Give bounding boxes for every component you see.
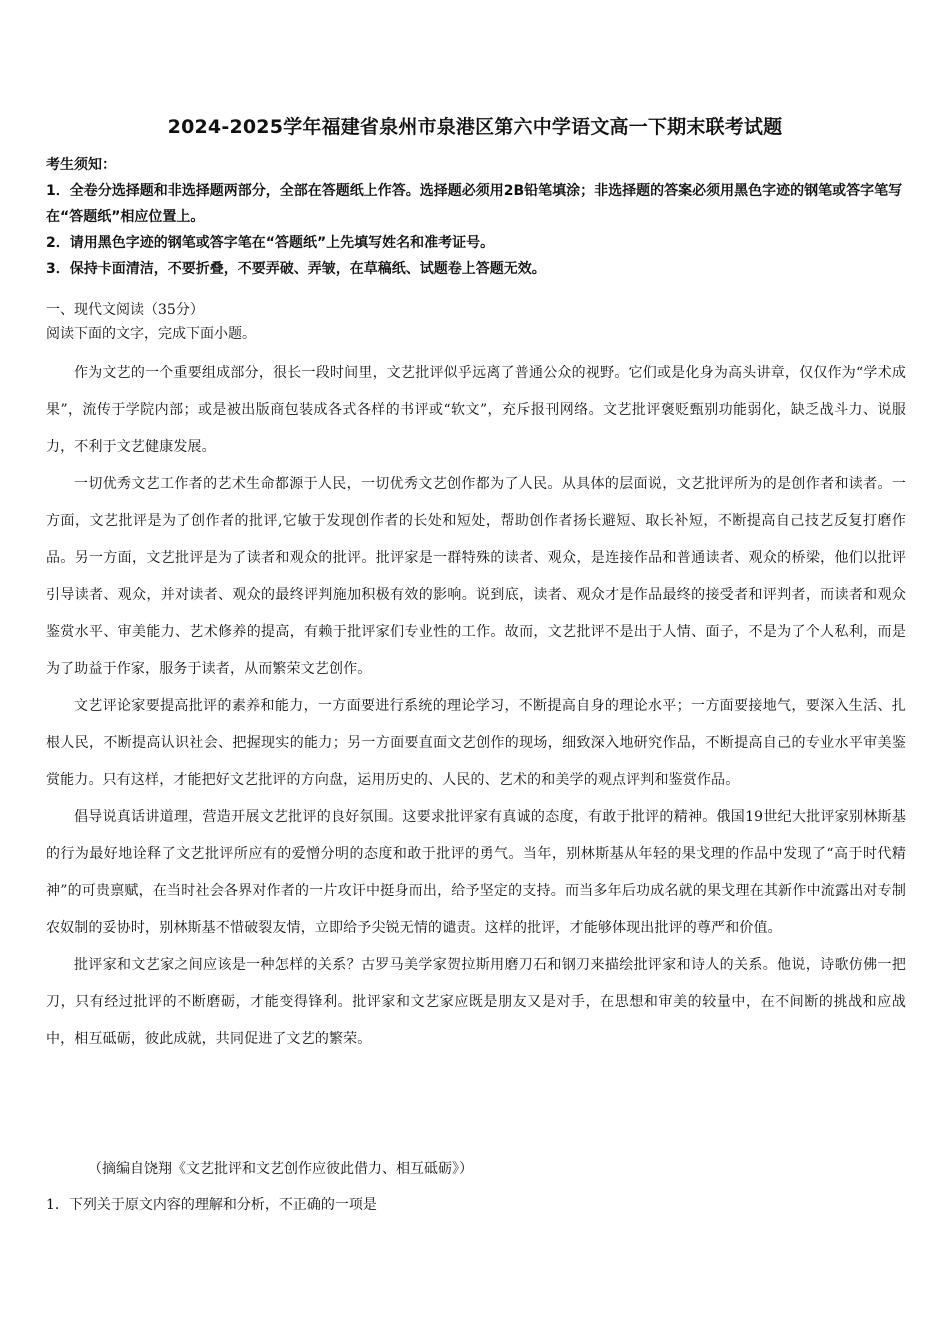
- reading-passage: [46, 355, 906, 1058]
- notice-item: 2．请用黑色字迹的钢笔或答字笔在“答题纸”上先填写姓名和准考证号。: [46, 235, 495, 251]
- section-instruction: 阅读下面的文字，完成下面小题。: [46, 326, 256, 342]
- notice-item: 3．保持卡面清洁，不要折叠，不要弄破、弄皱，在草稿纸、试题卷上答题无效。: [46, 261, 546, 277]
- notice-item: 1．全卷分选择题和非选择题两部分，全部在答题纸上作答。选择题必须用2B铅笔填涂；非选择题的答案必须用黑色字迹的钢笔或答字笔写在“答题纸”相应位置上。: [46, 183, 903, 225]
- page-title: 2024-2025学年福建省泉州市泉港区第六中学语文高一下期末联考试题: [167, 116, 783, 138]
- notice-heading: 考生须知：: [46, 157, 116, 173]
- passage-source: （摘编自饶翔《文艺批评和文艺创作应彼此借力、相互砥砺》）: [88, 1161, 473, 1177]
- passage-paragraph: 作为文艺的一个重要组成部分，很长一段时间里，文艺批评似乎远离了普通公众的视野。它们或是化身为高头讲章，仅仅作为“学术成果”，流传于学院内部；或是被出版商包装成各式各样的书评或“软文”，充斥报刊网络。文艺批评褒贬甄别功能弱化，缺乏战斗力、说服力，不利于文艺健康发展。: [46, 365, 906, 455]
- section-header: [46, 298, 906, 346]
- passage-paragraph: 批评家和文艺家之间应该是一种怎样的关系？古罗马美学家贺拉斯用磨刀石和钢刀来描绘批评家和诗人的关系。他说，诗歌仿佛一把刀，只有经过批评的不断磨砺，才能变得锋利。批评家和文艺家应既是朋友又是对手，在思想和审美的较量中，在不间断的挑战和应战中，相互砥砺，彼此成就，共同促进了文艺的繁荣。: [46, 957, 906, 1047]
- question-stem: 1．下列关于原文内容的理解和分析，不正确的一项是: [46, 1197, 377, 1213]
- section-heading: 一、现代文阅读（35分）: [46, 302, 204, 318]
- passage-paragraph: 一切优秀文艺工作者的艺术生命都源于人民，一切优秀文艺创作都为了人民。从具体的层面说，文艺批评所为的是创作者和读者。一方面，文艺批评是为了创作者的批评,它敏于发现创作者的长处和短处，帮助创作者扬长避短、取长补短，不断提高自己技艺反复打磨作品。另一方面，文艺批评是为了读者和观众的批评。批评家是一群特殊的读者、观众，是连接作品和普通读者、观众的桥梁，他们以批评引导读者、观众，并对读者、观众的最终评判施加积极有效的影响。说到底，读者、观众才是作品最终的接受者和评判者，而读者和观众鉴赏水平、审美能力、艺术修养的提高，有赖于批评家们专业性的工作。故而，文艺批评不是出于人情、面子，不是为了个人私利，而是为了助益于作家，服务于读者，从而繁荣文艺创作。: [46, 476, 906, 677]
- passage-paragraph: 倡导说真话讲道理，营造开展文艺批评的良好氛围。这要求批评家有真诚的态度，有敢于批评的精神。俄国19世纪大批评家别林斯基的行为最好地诠释了文艺批评所应有的爱憎分明的态度和敢于批评的勇气。当年，别林斯基从年轻的果戈理的作品中发现了“高于时代精神”的可贵禀赋，在当时社会各界对作者的一片攻讦中挺身而出，给予坚定的支持。而当多年后功成名就的果戈理在其新作中流露出对专制农奴制的妥协时，别林斯基不惜破裂友情，立即给予尖锐无情的谴责。这样的批评，才能够体现出批评的尊严和价值。: [46, 809, 906, 936]
- passage-paragraph: 文艺评论家要提高批评的素养和能力，一方面要进行系统的理论学习，不断提高自身的理论水平；一方面要接地气，要深入生活、扎根人民，不断提高认识社会、把握现实的能力；另一方面要直面文艺创作的现场，细致深入地研究作品，不断提高自己的专业水平审美鉴赏能力。只有这样，才能把好文艺批评的方向盘，运用历史的、人民的、艺术的和美学的观点评判和鉴赏作品。: [46, 698, 906, 788]
- exam-notice: [46, 152, 906, 282]
